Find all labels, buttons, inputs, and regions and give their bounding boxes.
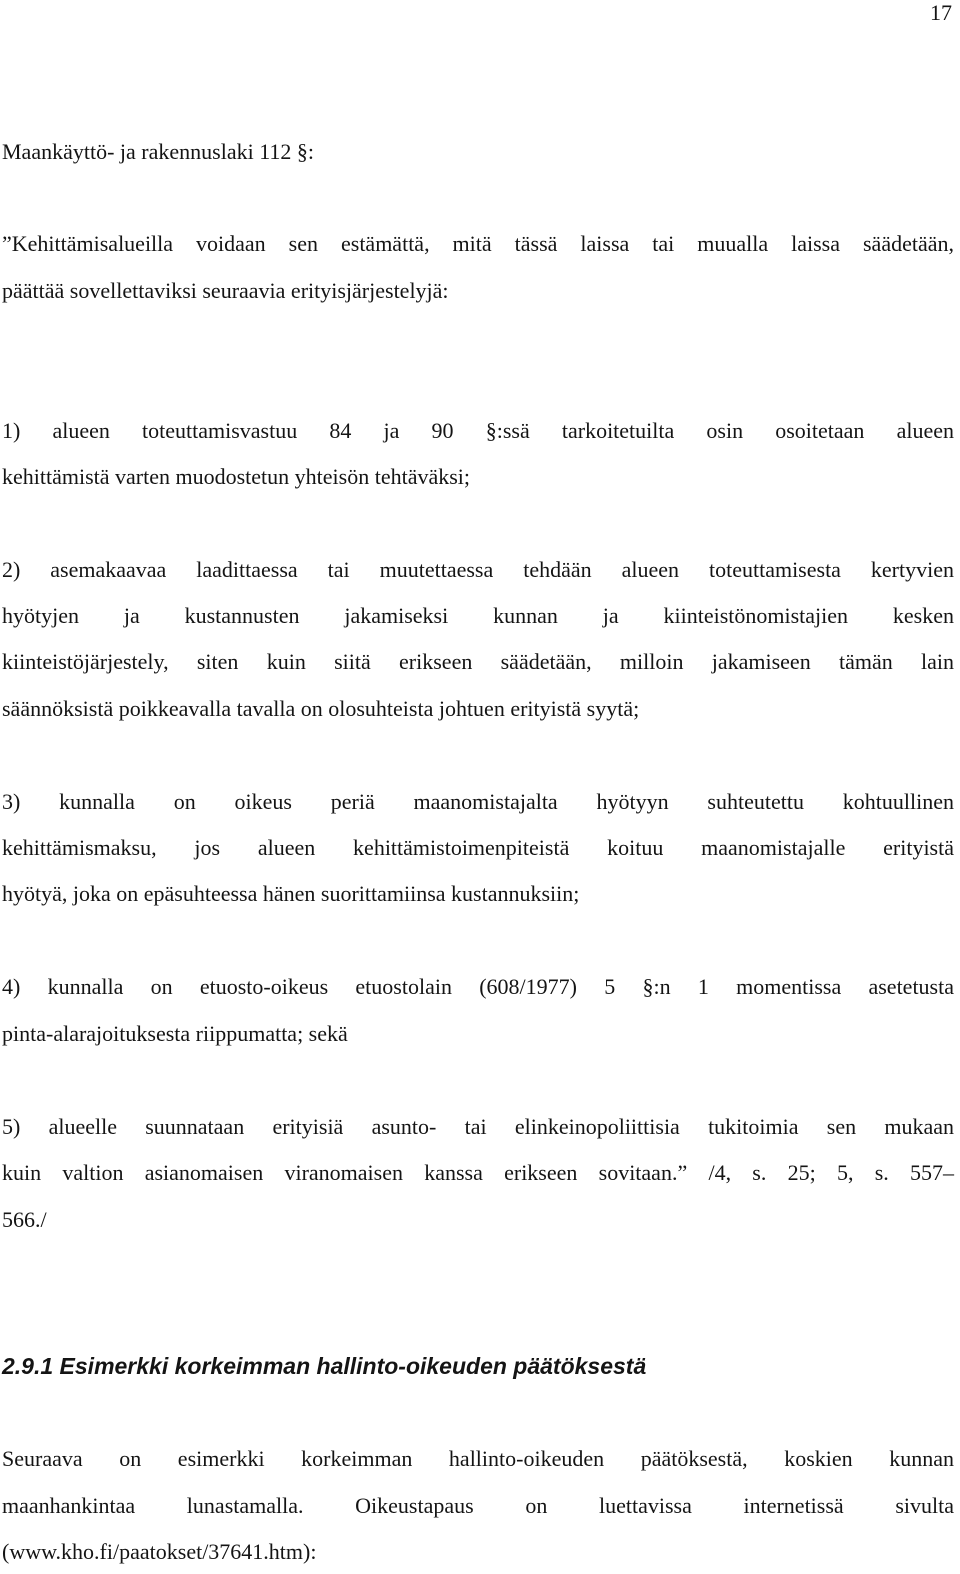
item5-line-2: kuin valtion asianomaisen viranomaisen kanssa erikseen sovitaan.” /4, s. 25; 5, s. 557– [2,1160,954,1185]
item2-line-4: säännöksistä poikkeavalla tavalla on olosuhteista johtuen erityistä syytä; [2,696,640,721]
item3-line-1: 3) kunnalla on oikeus periä maanomistajalta hyötyyn suhteutettu kohtuullinen [2,789,954,814]
item2-line-2: hyötyjen ja kustannusten jakamiseksi kunnan ja kiinteistönomistajien kesken [2,603,954,628]
intro-line-2: päättää sovellettaviksi seuraavia erityisjärjestelyjä: [2,278,449,303]
item4-line-1: 4) kunnalla on etuosto-oikeus etuostolain (608/1977) 5 §:n 1 momentissa asetetusta [2,974,954,999]
item5-line-3: 566./ [2,1207,47,1232]
item3-line-3: hyötyä, joka on epäsuhteessa hänen suorittamiinsa kustannuksiin; [2,881,580,906]
intro-line-1: ”Kehittämisalueilla voidaan sen estämättä, mitä tässä laissa tai muualla laissa säädetään, [2,231,954,256]
item5-line-1: 5) alueelle suunnataan erityisiä asunto- tai elinkeinopoliittisia tukitoimia sen mukaan [2,1114,954,1139]
item4-line-2: pinta-alarajoituksesta riippumatta; sekä [2,1021,348,1046]
section-heading: 2.9.1 Esimerkki korkeimman hallinto-oikeuden päätöksestä [2,1353,647,1379]
item1-line-2: kehittämistä varten muodostetun yhteisön tehtäväksi; [2,464,471,489]
example-line-2: maanhankintaa lunastamalla. Oikeustapaus on luettavissa internetissä sivulta [2,1493,954,1518]
item1-line-1: 1) alueen toteuttamisvastuu 84 ja 90 §:ssä tarkoitetuilta osin osoitetaan alueen [2,418,954,443]
item2-line-3: kiinteistöjärjestely, siten kuin siitä erikseen säädetään, milloin jakamiseen tämän lain [2,649,954,674]
law-title: Maankäyttö- ja rakennuslaki 112 §: [2,139,314,164]
example-line-3: (www.kho.fi/paatokset/37641.htm): [2,1539,317,1564]
item2-line-1: 2) asemakaavaa laadittaessa tai muutettaessa tehdään alueen toteuttamisesta kertyvien [2,557,954,582]
item3-line-2: kehittämismaksu, jos alueen kehittämistoimenpiteistä koituu maanomistajalle erityistä [2,835,954,860]
example-line-1: Seuraava on esimerkki korkeimman hallinto-oikeuden päätöksestä, koskien kunnan [2,1446,954,1471]
page-number: 17 [930,0,952,25]
